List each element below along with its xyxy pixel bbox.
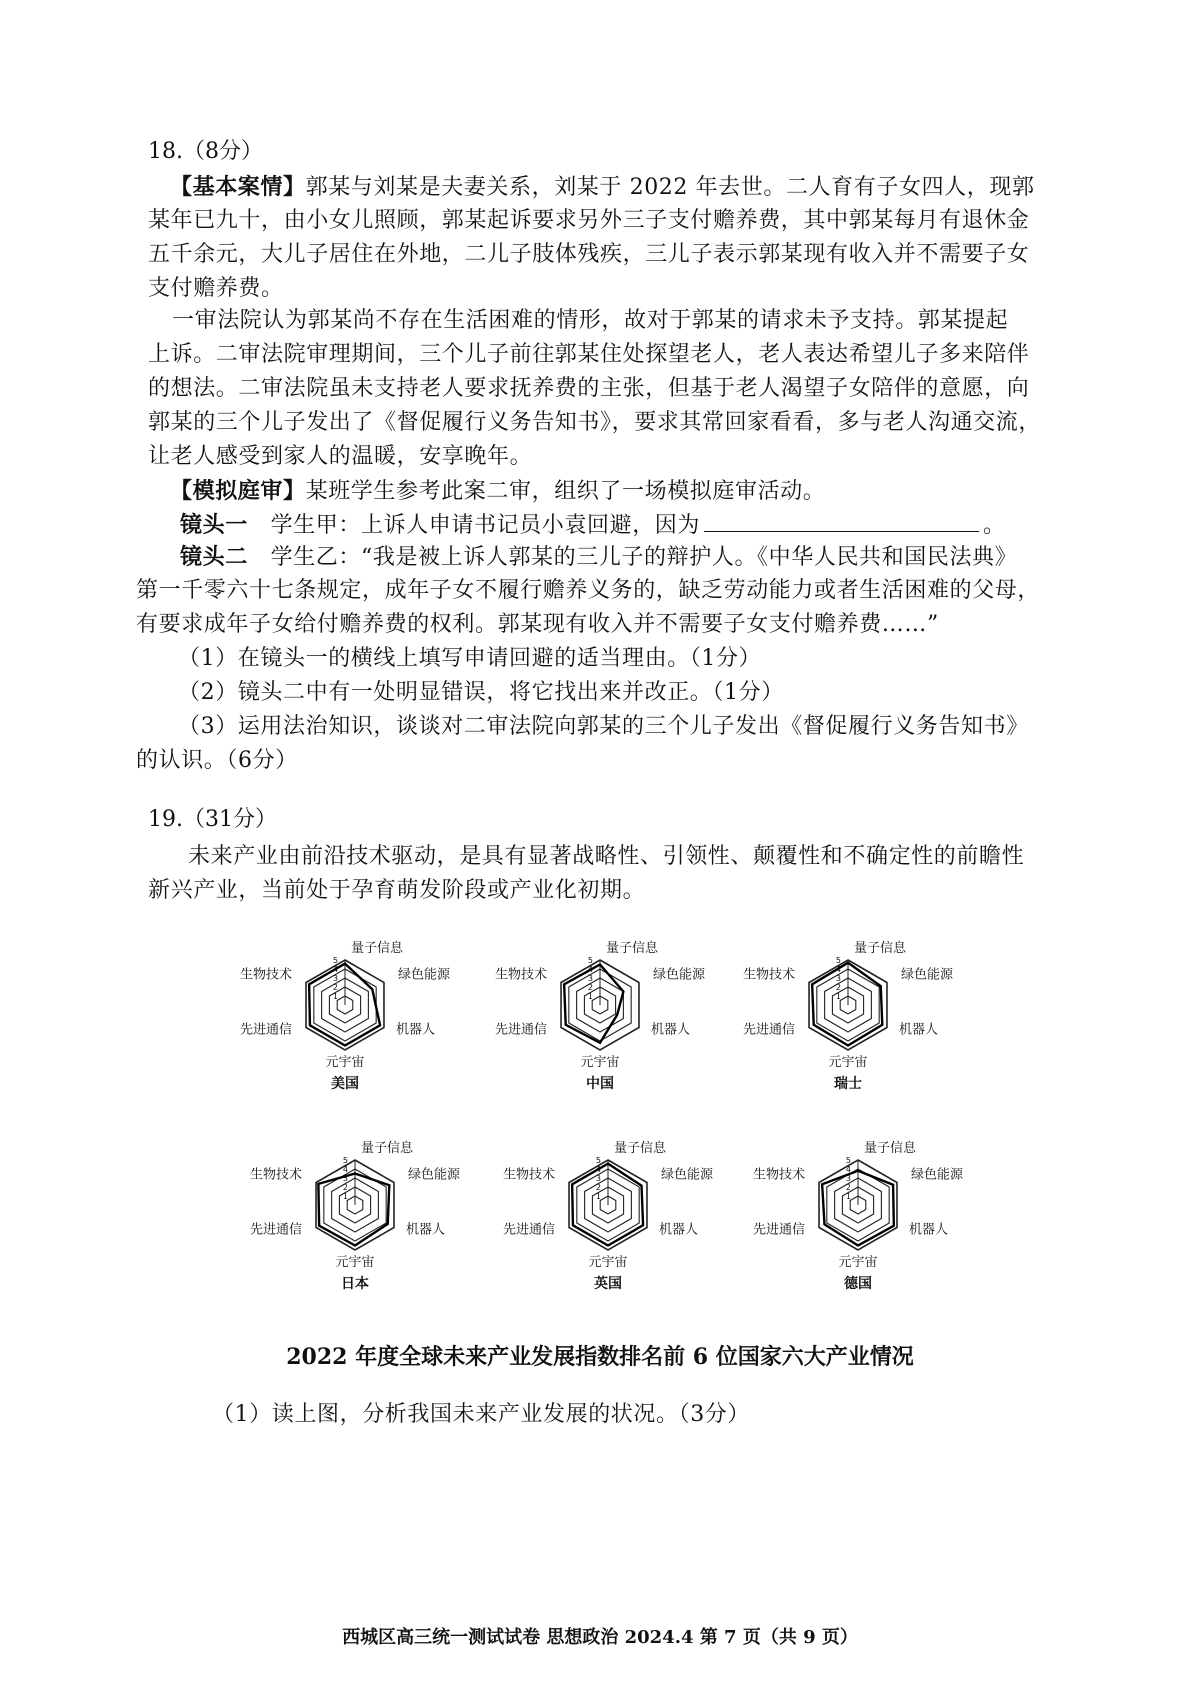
q18-case-line-1: [170, 172, 1035, 203]
q18-sub3-a: （3）运用法治知识，谈谈对二审法院向郭某的三个儿子发出《督促履行义务告知书》: [178, 714, 1029, 739]
radar-tick-label: 4: [342, 1165, 348, 1174]
q18-sub2: （2）镜头二中有一处明显错误，将它找出来并改正。（1分）: [178, 680, 784, 705]
radar-axis-label: 先进通信: [239, 1022, 292, 1038]
radar-axis-label: 机器人: [651, 1022, 691, 1038]
radar-axis-label: 绿色能源: [398, 967, 451, 983]
radar-axis-label: 元宇宙: [580, 1055, 620, 1070]
radar-axis-label: 机器人: [659, 1222, 699, 1238]
q18-court-line-2: 上诉。二审法院审理期间，三个儿子前往郭某住处探望老人，老人表达希望儿子多来陪伴: [148, 342, 1030, 367]
radar-axis-label: 机器人: [909, 1222, 949, 1238]
radar-axis-label: 绿色能源: [911, 1167, 964, 1183]
q18-sub1: （1）在镜头一的横线上填写申请回避的适当理由。（1分）: [178, 646, 762, 671]
radar-tick-label: 2: [342, 1183, 348, 1192]
radar-tick-label: 1: [595, 1192, 601, 1201]
radar-tick-label: 1: [835, 992, 841, 1001]
radar-axis-label: 量子信息: [854, 941, 907, 956]
mock-tag: 【模拟庭审】: [170, 478, 306, 504]
radar-axis-label: 量子信息: [351, 941, 404, 956]
q18-court-line-4: 郭某的三个儿子发出了《督促履行义务告知书》，要求其常回家看看，多与老人沟通交流，: [148, 410, 1042, 435]
radar-axis-label: 先进通信: [249, 1222, 302, 1238]
radar-axis-label: 生物技术: [249, 1167, 302, 1183]
radar-tick-label: 3: [835, 974, 841, 983]
q18-case-line-2: 某年已九十，由小女儿照顾，郭某起诉要求另外三子支付赡养费，其中郭某每月有退休金: [148, 208, 1030, 233]
radar-tick-label: 3: [587, 974, 593, 983]
radar-chart-group: [0, 920, 1200, 1320]
radar-axis-label: 先进通信: [752, 1222, 805, 1238]
radar-axis-label: 量子信息: [614, 1141, 667, 1156]
radar-axis-label: 元宇宙: [588, 1255, 628, 1270]
radar-axis-label: 生物技术: [752, 1167, 805, 1183]
radar-axis-label: 量子信息: [361, 1141, 414, 1156]
q18-court-line-5: 让老人感受到家人的温暖，安享晚年。: [148, 444, 533, 469]
radar-tick-label: 3: [342, 1174, 348, 1183]
q18-shot1: [180, 509, 1006, 541]
radar-axis-label: 生物技术: [742, 967, 795, 983]
q18-shot2-line-1: [180, 542, 1017, 573]
q19-intro-b: 新兴产业，当前处于孕育萌发阶段或产业化初期。: [148, 878, 646, 903]
radar-axis-label: 机器人: [899, 1022, 939, 1038]
radar-country-label: 瑞士: [834, 1076, 862, 1092]
radar-axis-label: 先进通信: [742, 1022, 795, 1038]
q18-sub3-b: 的认识。（6分）: [136, 748, 298, 773]
mock-text: 某班学生参考此案二审，组织了一场模拟庭审活动。: [305, 479, 826, 504]
radar-country-label: 中国: [586, 1076, 614, 1092]
q18-court-line-3: 的想法。二审法院虽未支持老人要求抚养费的主张，但基于老人渴望子女陪伴的意愿，向: [148, 376, 1030, 401]
radar-country-label: 日本: [341, 1276, 369, 1292]
radar-axis-label: 生物技术: [494, 967, 547, 983]
radar-tick-label: 3: [845, 1174, 851, 1183]
q18-court-line-1: 一审法院认为郭某尚不存在生活困难的情形，故对于郭某的请求未予支持。郭某提起: [172, 308, 1009, 333]
case-text: 郭某与刘某是夫妻关系，刘某于 2022 年去世。二人育有子女四人，现郭: [305, 175, 1035, 200]
radar-tick-label: 4: [835, 965, 841, 974]
radar-tick-label: 2: [595, 1183, 601, 1192]
radar-tick-label: 4: [587, 965, 593, 974]
radar-axis-label: 先进通信: [502, 1222, 555, 1238]
case-tag: 【基本案情】: [170, 174, 306, 200]
q18-mock-line: [170, 476, 825, 507]
radar-axis-label: 机器人: [396, 1022, 436, 1038]
radar-axis-label: 元宇宙: [828, 1055, 868, 1070]
shot1-text: 学生甲：上诉人申请书记员小袁回避，因为: [270, 513, 700, 538]
radar-charts-svg: [0, 920, 1200, 1320]
radar-axis-label: 量子信息: [606, 941, 659, 956]
radar-tick-label: 5: [845, 1156, 851, 1165]
radar-axis-label: 量子信息: [864, 1141, 917, 1156]
radar-axis-label: 先进通信: [494, 1022, 547, 1038]
radar-tick-label: 2: [835, 983, 841, 992]
radar-tick-label: 5: [595, 1156, 601, 1165]
radar-tick-label: 2: [332, 983, 338, 992]
q19-sub1: （1）读上图，分析我国未来产业发展的状况。（3分）: [212, 1402, 750, 1427]
radar-tick-label: 5: [587, 956, 593, 965]
radar-tick-label: 5: [342, 1156, 348, 1165]
radar-tick-label: 2: [845, 1183, 851, 1192]
radar-country-label: 德国: [844, 1276, 872, 1292]
radar-axis-label: 绿色能源: [408, 1167, 461, 1183]
answer-blank[interactable]: [704, 509, 979, 532]
shot1-tag: 镜头一: [180, 512, 248, 538]
radar-tick-label: 1: [342, 1192, 348, 1201]
radar-axis-label: 机器人: [406, 1222, 446, 1238]
radar-country-label: 英国: [594, 1276, 622, 1292]
shot2-tag: 镜头二: [180, 544, 248, 570]
radar-axis-label: 元宇宙: [335, 1255, 375, 1270]
q18-header: 18.（8分）: [148, 139, 263, 164]
radar-tick-label: 5: [835, 956, 841, 965]
q18-shot2-line-2: 第一千零六十七条规定，成年子女不履行赡养义务的，缺乏劳动能力或者生活困难的父母，: [136, 578, 1041, 603]
radar-tick-label: 4: [332, 965, 338, 974]
radar-country-label: 美国: [331, 1076, 359, 1092]
radar-tick-label: 3: [332, 974, 338, 983]
radar-tick-label: 1: [332, 992, 338, 1001]
radar-tick-label: 4: [845, 1165, 851, 1174]
radar-tick-label: 4: [595, 1165, 601, 1174]
radar-tick-label: 3: [595, 1174, 601, 1183]
q19-header: 19.（31分）: [148, 807, 277, 832]
q18-case-line-4: 支付赡养费。: [148, 276, 284, 301]
radar-axis-label: 绿色能源: [653, 967, 706, 983]
q19-intro-a: 未来产业由前沿技术驱动，是具有显著战略性、引领性、颠覆性和不确定性的前瞻性: [188, 844, 1025, 869]
radar-tick-label: 1: [587, 992, 593, 1001]
shot2-text: 学生乙：“我是被上诉人郭某的三儿子的辩护人。《中华人民共和国民法典》: [270, 545, 1018, 570]
radar-tick-label: 5: [332, 956, 338, 965]
page-footer: 西城区高三统一测试试卷 思想政治 2024.4 第 7 页（共 9 页）: [342, 1627, 858, 1648]
radar-axis-label: 绿色能源: [901, 967, 954, 983]
radar-axis-label: 生物技术: [502, 1167, 555, 1183]
radar-axis-label: 元宇宙: [838, 1255, 878, 1270]
q18-shot2-line-3: 有要求成年子女给付赡养费的权利。郭某现有收入并不需要子女支付赡养费……”: [136, 612, 939, 637]
chart-caption: 2022 年度全球未来产业发展指数排名前 6 位国家六大产业情况: [286, 1344, 914, 1370]
radar-axis-label: 生物技术: [239, 967, 292, 983]
q18-case-line-3: 五千余元，大儿子居住在外地，二儿子肢体残疾，三儿子表示郭某现有收入并不需要子女: [148, 242, 1030, 267]
radar-tick-label: 2: [587, 983, 593, 992]
shot1-end: 。: [983, 513, 1006, 538]
radar-axis-label: 绿色能源: [661, 1167, 714, 1183]
radar-axis-label: 元宇宙: [325, 1055, 365, 1070]
radar-tick-label: 1: [845, 1192, 851, 1201]
